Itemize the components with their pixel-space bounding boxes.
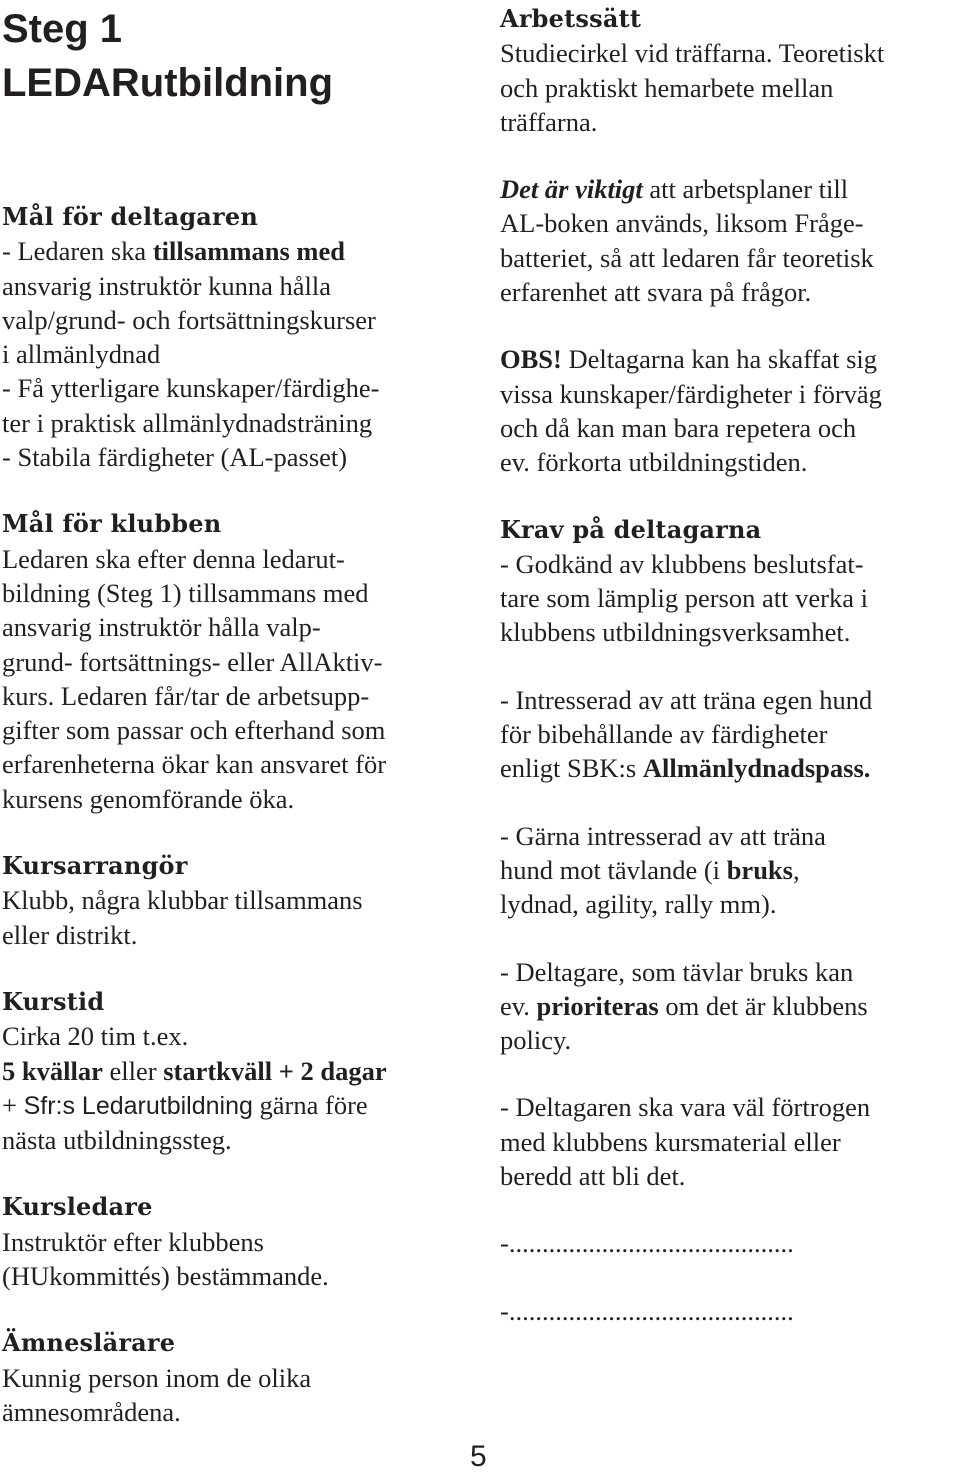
section-amneslarare xyxy=(2,1326,472,1429)
text-line: tare som lämplig person att verka i xyxy=(500,583,868,614)
bold-text: OBS! xyxy=(500,344,562,375)
list-item xyxy=(500,955,958,1058)
text-line: - Gärna intresserad av att träna xyxy=(500,820,826,851)
text-line: erfarenhet att svara på frågor. xyxy=(500,277,812,308)
section-heading: Kursarrangör xyxy=(2,851,188,881)
text-line: Klubb, några klubbar tillsammans xyxy=(2,885,363,916)
text-line: (HUkommittés) bestämmande. xyxy=(2,1261,329,1292)
text-run: + xyxy=(2,1089,24,1120)
list-item xyxy=(500,819,958,922)
text-line: eller distrikt. xyxy=(2,919,138,950)
text-line: valp/grund- och fortsättningskurser xyxy=(2,304,376,335)
text-line: ter i praktisk allmänlydnadsträning xyxy=(2,407,373,438)
text-line: kurs. Ledaren får/tar de arbetsupp- xyxy=(2,680,370,711)
text-line: träffarna. xyxy=(500,106,598,137)
title-line-2: LEDARutbildning xyxy=(2,61,334,105)
section-heading: Ämneslärare xyxy=(2,1328,176,1358)
text-line: - Intresserad av att träna egen hund xyxy=(500,684,873,715)
text-line xyxy=(2,1054,472,1088)
section-heading: Mål för deltagaren xyxy=(2,202,259,231)
text-run: enligt SBK:s xyxy=(500,753,643,784)
section-heading: Kurstid xyxy=(2,986,105,1016)
text-line xyxy=(2,1088,472,1123)
bold-text: tillsammans med xyxy=(152,236,345,267)
text-line: bildning (Steg 1) tillsammans med xyxy=(2,577,369,608)
section-mal-klubben xyxy=(2,507,472,816)
text-line: erfarenheterna ökar kan ansvaret för xyxy=(2,749,387,780)
text-line: gifter som passar och efterhand som xyxy=(2,715,386,746)
page-title xyxy=(2,2,333,110)
title-line-1: Steg 1 xyxy=(2,7,123,51)
text-line xyxy=(500,853,958,887)
bold-text: prioriteras xyxy=(536,990,659,1021)
fill-in-line: -........................................... xyxy=(500,1295,794,1326)
section-heading: Kursledare xyxy=(2,1192,153,1222)
text-line xyxy=(500,989,958,1023)
text-line: Studiecirkel vid träffarna. Teoretiskt xyxy=(500,38,885,69)
section-krav xyxy=(500,513,958,1328)
text-run: att arbetsplaner till xyxy=(642,174,849,205)
text-line: för bibehållande av färdigheter xyxy=(500,719,828,750)
text-line: - Deltagare, som tävlar bruks kan xyxy=(500,956,854,987)
section-heading: Mål för klubben xyxy=(2,509,222,539)
bold-text: Allmänlydnadspass. xyxy=(642,753,871,784)
text-line: Kunnig person inom de olika xyxy=(2,1362,312,1393)
bold-text: 5 kvällar xyxy=(2,1055,103,1086)
text-line: Ledaren ska efter denna ledarut- xyxy=(2,543,345,574)
text-line: ev. förkorta utbildningstiden. xyxy=(500,447,808,478)
section-heading: Arbetssätt xyxy=(500,4,642,33)
text-run: - Ledaren ska xyxy=(2,236,153,267)
bold-text: bruks xyxy=(726,854,793,885)
page-number: 5 xyxy=(470,1440,487,1473)
text-line: - Få ytterligare kunskaper/färdighe- xyxy=(2,373,380,404)
text-line: - Godkänd av klubbens beslutsfat- xyxy=(500,548,864,579)
section-kursledare xyxy=(2,1190,472,1293)
text-run: gärna före xyxy=(252,1089,368,1120)
text-run: ev. xyxy=(500,990,537,1021)
text-line: lydnad, agility, rally mm). xyxy=(500,889,777,920)
text-line xyxy=(2,234,472,268)
text-run: eller xyxy=(102,1055,164,1086)
list-item xyxy=(500,683,958,786)
section-kurstid xyxy=(2,985,472,1157)
text-line: i allmänlydnad xyxy=(2,339,161,370)
text-line: och praktiskt hemarbete mellan xyxy=(500,72,834,103)
fill-in-line: -........................................... xyxy=(500,1228,794,1259)
text-run: om det är klubbens xyxy=(658,990,868,1021)
text-line: ämnesområdena. xyxy=(2,1396,181,1427)
text-run: , xyxy=(792,854,800,885)
text-line: - Deltagaren ska vara väl förtrogen xyxy=(500,1092,871,1123)
text-line: och då kan man bara repetera och xyxy=(500,412,857,443)
text-line: ansvarig instruktör hålla valp- xyxy=(2,612,321,643)
section-viktigt xyxy=(500,172,958,309)
text-run: hund mot tävlande (i xyxy=(500,854,727,885)
list-item-blank xyxy=(500,1226,958,1260)
text-line: grund- fortsättnings- eller AllAktiv- xyxy=(2,646,383,677)
section-kursarrangor xyxy=(2,849,472,952)
text-line: kursens genomförande öka. xyxy=(2,783,295,814)
text-line xyxy=(500,342,958,376)
emphasis-text: Det är viktigt xyxy=(500,174,643,205)
text-line: beredd att bli det. xyxy=(500,1161,686,1192)
text-line: - Stabila färdigheter (AL-passet) xyxy=(2,442,348,473)
section-arbetssatt xyxy=(500,2,958,139)
text-line: nästa utbildningssteg. xyxy=(2,1125,232,1156)
section-heading: Krav på deltagarna xyxy=(500,514,762,544)
text-line xyxy=(500,172,958,206)
text-line: Cirka 20 tim t.ex. xyxy=(2,1021,189,1052)
section-mal-deltagaren xyxy=(2,200,472,474)
text-line: ansvarig instruktör kunna hålla xyxy=(2,270,331,301)
text-line: batteriet, så att ledaren får teoretisk xyxy=(500,242,874,273)
text-line: klubbens utbildningsverksamhet. xyxy=(500,617,851,648)
course-name-text: Sfr:s Ledarutbildning xyxy=(23,1091,253,1120)
list-item xyxy=(500,1090,958,1193)
text-line xyxy=(500,751,958,785)
text-run: Deltagarna kan ha skaffat sig xyxy=(561,344,878,375)
section-obs xyxy=(500,342,958,479)
text-line: Instruktör efter klubbens xyxy=(2,1226,264,1257)
bold-text: startkväll + 2 dagar xyxy=(163,1055,387,1086)
list-item xyxy=(500,547,958,650)
left-column xyxy=(2,200,472,1429)
text-line: policy. xyxy=(500,1025,572,1056)
list-item-blank xyxy=(500,1294,958,1328)
text-line: vissa kunskaper/färdigheter i förväg xyxy=(500,378,882,409)
right-column xyxy=(500,2,958,1328)
text-line: med klubbens kursmaterial eller xyxy=(500,1126,841,1157)
text-line: AL-boken används, liksom Fråge- xyxy=(500,208,864,239)
